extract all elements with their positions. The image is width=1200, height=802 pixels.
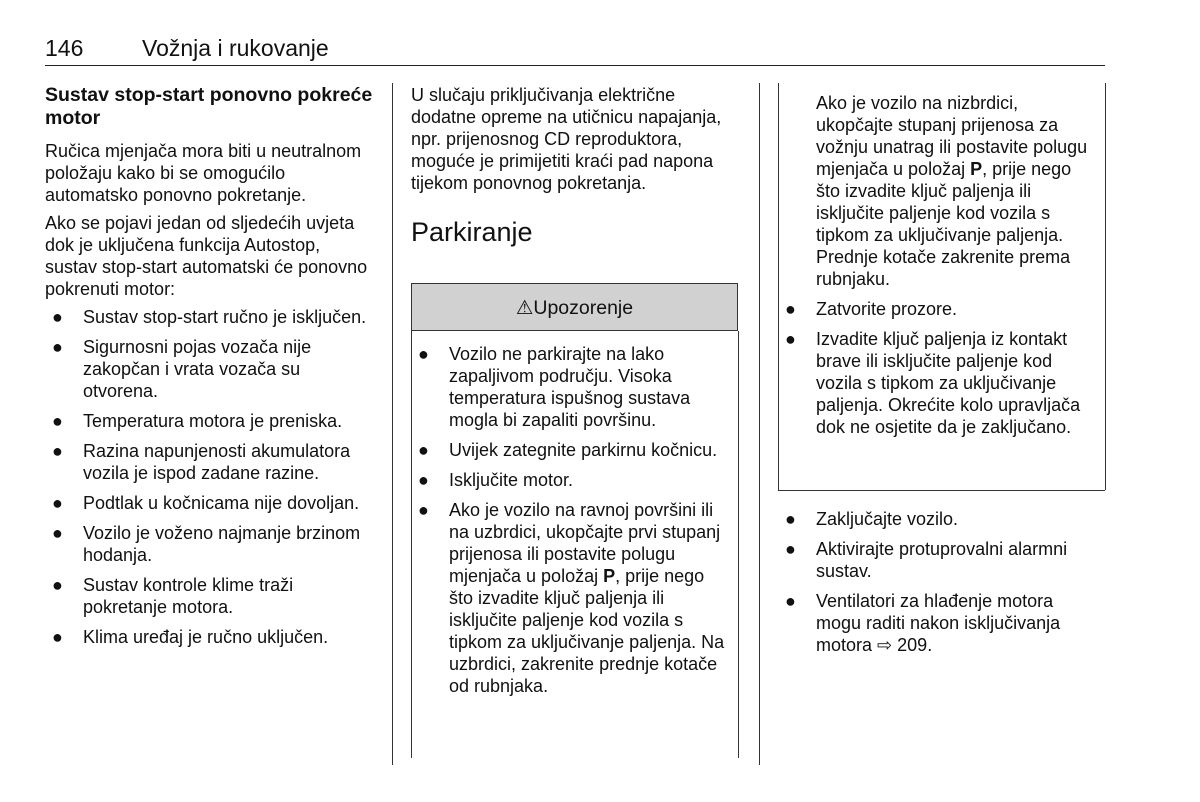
- page-title: Vožnja i rukovanje: [142, 35, 329, 61]
- bullet-icon: ●: [52, 627, 63, 647]
- list-item: ● Sustav kontrole klime traži pokretanje motora.: [52, 575, 294, 617]
- paragraph: U slučaju priključivanja električne dodatne opreme na utičnicu napajanja, npr. prijenosnog CD reproduktora, moguće je primijetiti kraći pad napona tijekom ponovnog pokretanja.: [411, 85, 722, 193]
- warning-box-bottom: [778, 490, 1105, 491]
- bullet-icon: ●: [52, 307, 63, 327]
- list-item: ● Ventilatori za hlađenje motora mogu raditi nakon isključivanja motora ⇨ 209.: [785, 591, 1061, 655]
- bullet-icon: ●: [52, 337, 63, 357]
- warning-bullet-list: [411, 343, 726, 697]
- bullet-icon: ●: [785, 509, 796, 529]
- warning-cont-right-border: [1105, 83, 1106, 490]
- list-item: ● Podtlak u kočnicama nije dovoljan.: [52, 493, 360, 513]
- warning-triangle-icon: ⚠: [515, 297, 534, 319]
- column-3: [778, 92, 1096, 446]
- section-subheading: Sustav stop-start ponovno pokreće motor: [45, 84, 373, 129]
- list-item: ● Sustav stop-start ručno je isključen.: [52, 307, 367, 327]
- bullet-icon: ●: [785, 539, 796, 559]
- paragraph: Ako je vozilo na nizbrdici, ukopčajte stupanj prijenosa za vožnju unatrag ili postavite polugu mjenjača u položaj P, prije nego što izvadite ključ paljenja ili isključite paljenje kod vozila s tipkom za uključivanje paljenja. Prednje kotače zakrenite prema rubnjaku.: [816, 93, 1088, 289]
- bullet-icon: ●: [418, 344, 429, 364]
- bullet-icon: ●: [52, 411, 63, 431]
- cross-reference-arrow-icon[interactable]: ⇨: [877, 635, 893, 655]
- section-heading: Parkiranje: [411, 217, 533, 247]
- list-item: ● Zaključajte vozilo.: [785, 509, 959, 529]
- bullet-icon: ●: [52, 493, 63, 513]
- bullet-icon: ●: [52, 523, 63, 543]
- column-divider-left: [392, 83, 393, 765]
- bullet-icon: ●: [418, 440, 429, 460]
- list-item: ● Klima uređaj je ručno uključen.: [52, 627, 329, 647]
- warning-body-left: [411, 343, 726, 705]
- warning-header: [411, 283, 738, 331]
- list-item: ● Vozilo ne parkirajte na lako zapaljivom području. Visoka temperatura ispušnog sustava mogla bi zapaliti površinu.: [418, 344, 691, 430]
- bullet-icon: ●: [52, 575, 63, 595]
- page-header: [45, 33, 1105, 66]
- column-2: [411, 84, 741, 248]
- bullet-icon: ●: [785, 329, 796, 349]
- list-item: ● Vozilo je voženo najmanje brzinom hodanja.: [52, 523, 361, 565]
- warning-title: [412, 296, 737, 320]
- list-item: ● Ako je vozilo na ravnoj površini ili na uzbrdici, ukopčajte prvi stupanj prijenosa ili postavite polugu mjenjača u položaj P, prije nego što izvadite ključ paljenja ili isključite paljenje kod vozila s tipkom za uključivanje paljenja. Na uzbrdici, zakrenite prednje kotače od rubnjaka.: [418, 500, 725, 696]
- column-3-lower: [778, 508, 1096, 664]
- list-item: ● Aktivirajte protuprovalni alarmni sustav.: [785, 539, 1068, 581]
- bullet-icon: ●: [785, 299, 796, 319]
- list-item: ● Izvadite ključ paljenja iz kontakt brave ili isključite paljenje kod vozila s tipkom za uključivanje paljenja. Okrećite kolo upravljača dok ne osjetite da je zaključano.: [785, 329, 1081, 437]
- bullet-list: [778, 508, 1096, 656]
- column-1: [45, 84, 375, 656]
- paragraph: Ako se pojavi jedan od sljedećih uvjeta dok je uključena funkcija Autostop, sustav stop-start automatski će ponovno pokrenuti motor:: [45, 213, 368, 299]
- cross-reference-page[interactable]: 209.: [897, 635, 933, 655]
- bullet-list: [45, 306, 375, 648]
- list-item: ● Zatvorite prozore.: [785, 299, 958, 319]
- bullet-icon: ●: [418, 470, 429, 490]
- warning-bullet-list: [778, 298, 1096, 438]
- bullet-icon: ●: [785, 591, 796, 611]
- list-item: ● Razina napunjenosti akumulatora vozila je ispod zadane razine.: [52, 441, 351, 483]
- bullet-icon: ●: [52, 441, 63, 461]
- paragraph: Ručica mjenjača mora biti u neutralnom položaju kako bi se omogućilo automatsko ponovno pokretanje.: [45, 141, 362, 205]
- warning-cont-left-border: [759, 83, 760, 765]
- list-item: ● Isključite motor.: [418, 470, 574, 490]
- warning-label: Upozorenje: [533, 297, 634, 319]
- list-item: ● Temperatura motora je preniska.: [52, 411, 343, 431]
- warning-mid-border: [738, 331, 739, 758]
- page-number: 146: [45, 35, 84, 61]
- list-item: ● Uvijek zategnite parkirnu kočnicu.: [418, 440, 718, 460]
- list-item: ● Sigurnosni pojas vozača nije zakopčan i vrata vozača su otvorena.: [52, 337, 312, 401]
- bullet-icon: ●: [418, 500, 429, 520]
